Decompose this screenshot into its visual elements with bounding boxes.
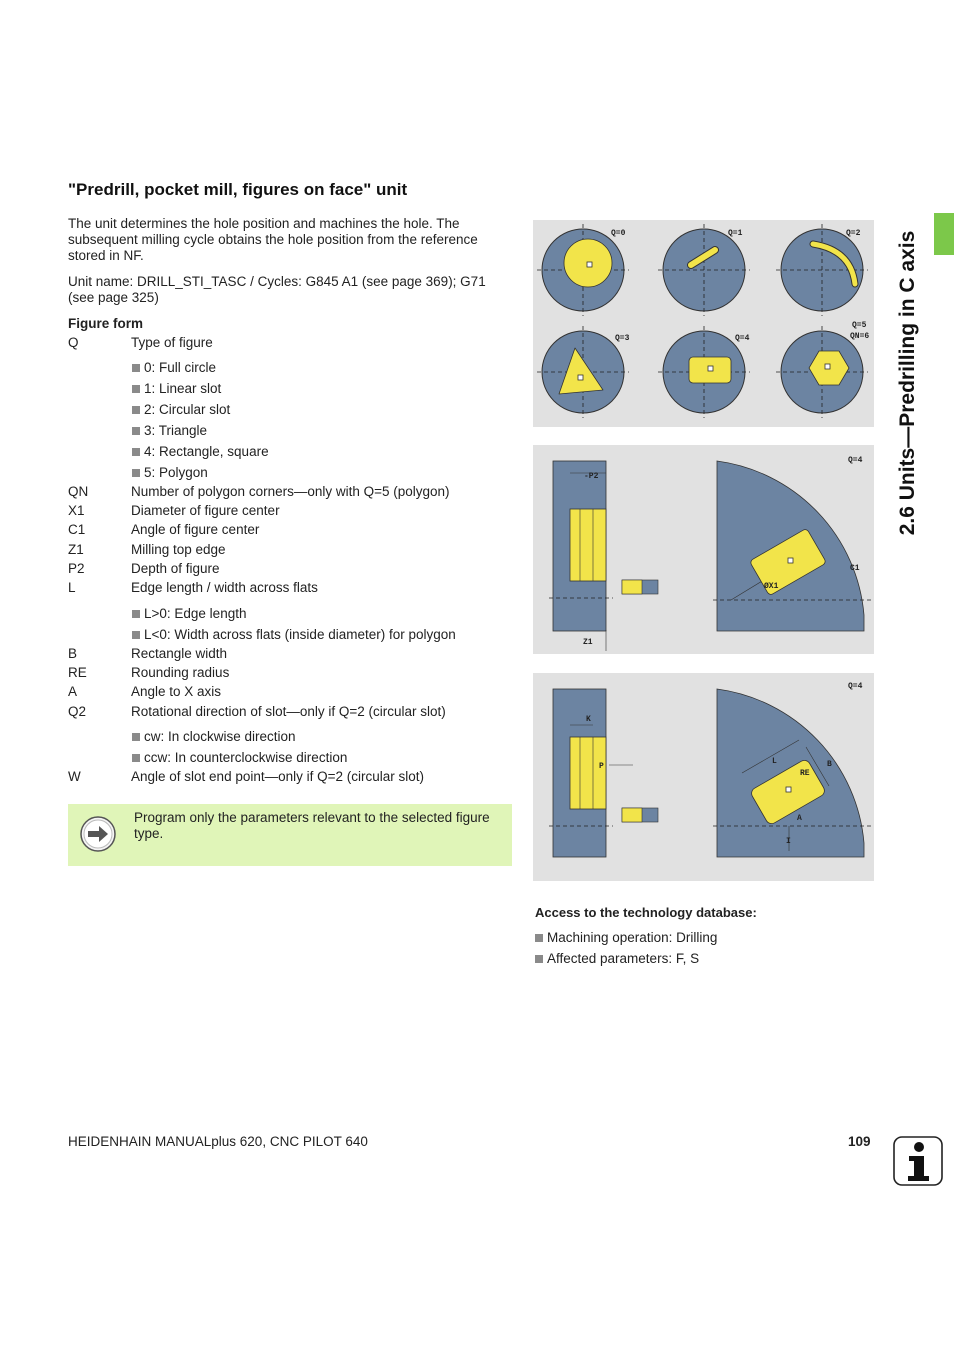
bullet-square-icon — [132, 733, 140, 741]
param-row-q — [68, 335, 213, 351]
q-option-text: 1: Linear slot — [144, 381, 222, 396]
l-option — [132, 627, 456, 643]
bullet-square-icon — [132, 427, 140, 435]
fig3-label-b: B — [827, 760, 832, 769]
fig1-label-q2: Q=2 — [846, 229, 861, 238]
param-desc: Type of figure — [131, 335, 213, 350]
bullet-square-icon — [132, 469, 140, 477]
fig1-label-q4: Q=4 — [735, 334, 750, 343]
param-code: B — [68, 646, 78, 661]
param-code: C1 — [68, 522, 86, 537]
db-item — [535, 951, 699, 966]
l-option-text: L>0: Edge length — [144, 606, 247, 621]
param-code: P2 — [68, 561, 85, 576]
param-code: Q — [68, 335, 79, 350]
l-option — [132, 606, 246, 622]
q2-option — [132, 729, 296, 745]
param-code: L — [68, 580, 76, 595]
figure-rectangle-dimensions — [533, 673, 874, 881]
param-code: RE — [68, 665, 87, 680]
db-title: Access to the technology database: — [535, 905, 757, 920]
param-row-c1 — [68, 522, 259, 538]
bullet-square-icon — [132, 610, 140, 618]
fig2-label-c1: C1 — [850, 564, 860, 573]
arrow-right-icon — [80, 816, 116, 852]
bullet-square-icon — [132, 754, 140, 762]
q-option — [132, 381, 221, 397]
q-option — [132, 360, 216, 376]
fig3-label-re: RE — [800, 769, 810, 778]
bullet-square-icon — [132, 406, 140, 414]
q-option — [132, 465, 208, 481]
page-number: 109 — [848, 1134, 871, 1149]
page-heading: "Predrill, pocket mill, figures on face" unit — [68, 180, 408, 199]
param-desc: Rounding radius — [131, 665, 230, 680]
db-item-text: Machining operation: Drilling — [547, 930, 718, 945]
param-code: A — [68, 684, 78, 699]
fig3-label-a: A — [797, 814, 802, 823]
fig1-label-qn6: QN=6 — [850, 332, 870, 341]
q-option — [132, 444, 269, 460]
param-row-q2 — [68, 704, 446, 720]
q2-option-text: ccw: In counterclockwise direction — [144, 750, 348, 765]
fig3-label-p: P — [599, 762, 604, 771]
q-option-text: 0: Full circle — [144, 360, 217, 375]
fig3-label-l: L — [772, 757, 777, 766]
bullet-square-icon — [132, 448, 140, 456]
figure-form-label: Figure form — [68, 316, 144, 331]
fig3-label-q4: Q=4 — [848, 682, 863, 691]
intro-paragraph: The unit determines the hole position and machines the hole. The subsequent milling cycle obtains the hole position from the reference stored in NF. — [68, 216, 478, 263]
figure-rectangle-position — [533, 445, 874, 654]
fig1-label-q1: Q=1 — [728, 229, 743, 238]
param-row-l — [68, 580, 318, 596]
q-option-text: 5: Polygon — [144, 465, 208, 480]
l-option-text: L<0: Width across flats (inside diameter) for polygon — [144, 627, 456, 642]
q-option-text: 3: Triangle — [144, 423, 208, 438]
bullet-square-icon — [132, 385, 140, 393]
param-desc: Angle of figure center — [131, 522, 260, 537]
param-desc: Diameter of figure center — [131, 503, 280, 518]
q2-option — [132, 750, 347, 766]
note-text: Program only the parameters relevant to the selected figure type. — [134, 810, 490, 841]
param-code: QN — [68, 484, 89, 499]
fig1-label-q5: Q=5 — [852, 321, 867, 330]
param-code: W — [68, 769, 81, 784]
bullet-square-icon — [535, 955, 543, 963]
param-row-p2 — [68, 561, 220, 577]
param-desc: Angle of slot end point—only if Q=2 (circular slot) — [131, 769, 425, 784]
figure-shape-types — [533, 220, 874, 427]
q-option-text: 4: Rectangle, square — [144, 444, 269, 459]
db-item — [535, 930, 717, 945]
param-row-w — [68, 769, 424, 785]
param-desc: Number of polygon corners—only with Q=5 (polygon) — [131, 484, 450, 499]
side-title-text: 2.6 Units—Predrilling in C axis — [896, 230, 919, 536]
q-option — [132, 423, 207, 439]
fig1-label-q3: Q=3 — [615, 334, 630, 343]
fig3-label-i: I — [786, 837, 791, 846]
fig2-label-p2: -P2 — [584, 472, 599, 481]
param-desc: Milling top edge — [131, 542, 226, 557]
q-option-text: 2: Circular slot — [144, 402, 231, 417]
param-desc: Edge length / width across flats — [131, 580, 318, 595]
param-row-a — [68, 684, 221, 700]
param-code: Q2 — [68, 704, 87, 719]
param-row-re — [68, 665, 229, 681]
footer-text: HEIDENHAIN MANUALplus 620, CNC PILOT 640 — [68, 1134, 368, 1149]
param-code: X1 — [68, 503, 85, 518]
chapter-tab-marker — [934, 213, 954, 255]
param-desc: Rotational direction of slot—only if Q=2 (circular slot) — [131, 704, 446, 719]
side-title — [876, 230, 940, 536]
q-option — [132, 402, 230, 418]
q2-option-text: cw: In clockwise direction — [144, 729, 296, 744]
fig2-label-q4: Q=4 — [848, 456, 863, 465]
fig2-label-x1: ØX1 — [764, 582, 779, 591]
fig1-label-q0: Q=0 — [611, 229, 626, 238]
bullet-square-icon — [132, 364, 140, 372]
bullet-square-icon — [132, 631, 140, 639]
param-desc: Rectangle width — [131, 646, 228, 661]
param-row-qn — [68, 484, 450, 500]
param-desc: Angle to X axis — [131, 684, 222, 699]
bullet-square-icon — [535, 934, 543, 942]
info-icon — [893, 1136, 943, 1186]
db-item-text: Affected parameters: F, S — [547, 951, 700, 966]
param-code: Z1 — [68, 542, 84, 557]
param-row-x1 — [68, 503, 280, 519]
fig3-label-k: K — [586, 715, 591, 724]
param-row-z1 — [68, 542, 226, 558]
fig2-label-z1: Z1 — [583, 638, 593, 647]
note-box — [68, 804, 512, 866]
param-desc: Depth of figure — [131, 561, 220, 576]
unit-name-paragraph: Unit name: DRILL_STI_TASC / Cycles: G845 A1 (see page 369); G71 (see page 325) — [68, 274, 486, 305]
param-row-b — [68, 646, 227, 662]
